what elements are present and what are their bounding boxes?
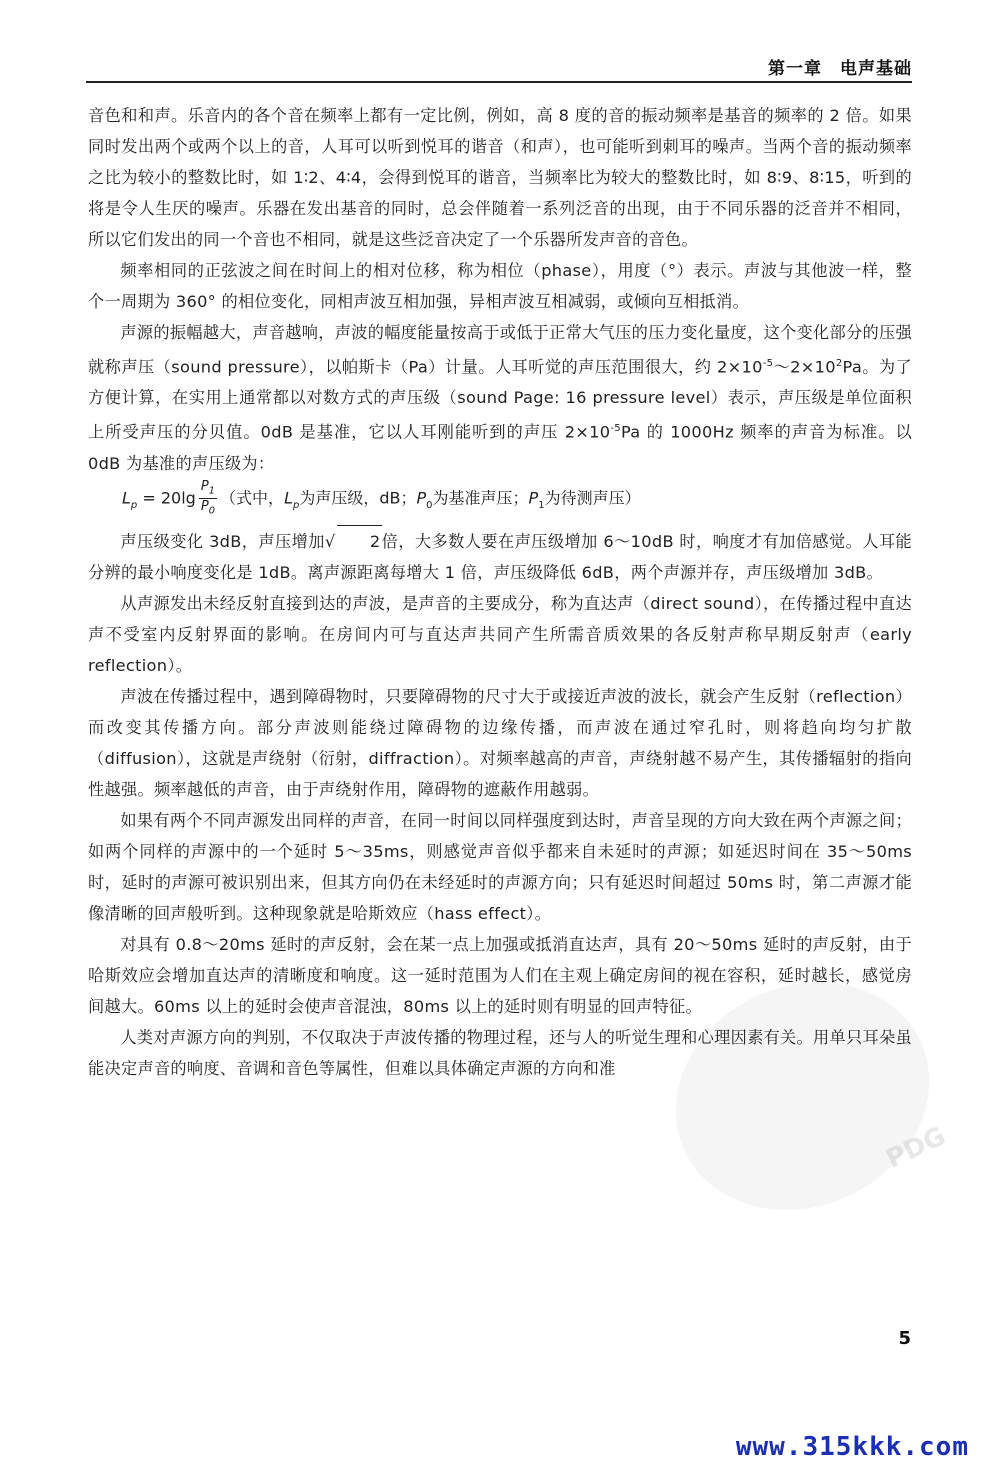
formula-numerator: $P_1$ <box>199 479 217 500</box>
formula-eq: = 20lg <box>137 488 196 508</box>
paragraph-3-text-d: Pa 的 1000Hz 频率的声音为标准。以 0dB 为基准的声压级为： <box>88 422 912 473</box>
formula-note-p1-sub: 1 <box>538 499 545 511</box>
paragraph-3-text-a: 声源的振幅越大，声音越响，声波的幅度能量按高于或低于正常大气压的压力变化量度，这个变化部分的压强就称声压（sound pressure），以帕斯卡（Pa）计量。人耳听觉的声压范围很大，约 2×10 <box>88 323 912 377</box>
exponent: 2 <box>835 358 843 369</box>
paragraph-9: 对具有 0.8～20ms 延时的声反射，会在某一点上加强或抵消直达声，具有 20～50ms 延时的声反射，由于哈斯效应会增加直达声的清晰度和响度。这一延时范围为人们在主观上确定房间的视在容积，延时越长，感觉房间越大。60ms 以上的延时会使声音混浊，80ms 以上的延时则有明显的回声特征。 <box>88 934 912 1016</box>
page-header <box>86 50 912 80</box>
body-text <box>88 100 912 1084</box>
formula-note-p1: P <box>528 488 539 508</box>
paragraph-10: 人类对声源方向的判别，不仅取决于声波传播的物理过程，还与人的听觉生理和心理因素有关。用单只耳朵虽能决定声音的响度、音调和音色等属性，但难以具体确定声源的方向和准 <box>88 1027 912 1078</box>
chapter-title: 第一章 电声基础 <box>768 59 912 79</box>
formula-note-d: 为待测声压） <box>544 488 641 508</box>
paragraph-3-text-b: ～2×10 <box>773 357 836 377</box>
watermark-text: PDG <box>881 1121 951 1175</box>
formula-note-b: 为声压级，dB； <box>299 488 417 508</box>
paragraph-5: 声压级变化 3dB，声压增加√ 2倍，大多数人要在声压级增加 6～10dB 时，响度才有加倍感觉。人耳能分辨的最小响度变化是 1dB。离声源距离每增大 1 倍，声压级降低 6dB，两个声源并存，声压级增加 3dB。 <box>88 525 912 588</box>
paragraph-8: 如果有两个不同声源发出同样的声音，在同一时间以同样强度到达时，声音呈现的方向大致在两个声源之间；如两个同样的声源中的一个延时 5～35ms，则感觉声音似乎都来自未延时的声源；如延迟时间在 35～50ms 时，延时的声源可被识别出来，但其方向仍在未经延时的声源方向；只有延迟时间超过 50ms 时，第二声源才能像清晰的回声般听到。这种现象就是哈斯效应（hass effect）。 <box>88 810 912 923</box>
header-rule <box>86 81 912 83</box>
paragraph-6: 从声源发出未经反射直接到达的声波，是声音的主要成分，称为直达声（direct sound），在传播过程中直达声不受室内反射界面的影响。在房间内可与直达声共同产生所需音质效果的各反射声称早期反射声（early reflection）。 <box>88 593 912 675</box>
formula-note-c: 为基准声压； <box>432 488 529 508</box>
paragraph-1: 音色和和声。乐音内的各个音在频率上都有一定比例，例如，高 8 度的音的振动频率是基音的频率的 2 倍。如果同时发出两个或两个以上的音，人耳可以听到悦耳的谐音（和声），也可能听到刺耳的噪声。当两个音的振动频率之比为较小的整数比时，如 1∶2、4∶4，会得到悦耳的谐音，当频率比为较大的整数比时，如 8∶9、8∶15，听到的将是令人生厌的噪声。乐器在发出基音的同时，总会伴随着一系列泛音的出现，由于不同乐器的泛音并不相同，所以它们发出的同一个音也不相同，就是这些泛音决定了一个乐器所发声音的音色。 <box>88 106 912 249</box>
formula-note-p0-sub: 0 <box>426 499 433 511</box>
formula-fraction <box>199 479 217 519</box>
formula-lhs-sub: p <box>130 499 138 511</box>
formula-note-lp-sub: p <box>292 499 300 511</box>
paragraph-7: 声波在传播过程中，遇到障碍物时，只要障碍物的尺寸大于或接近声波的波长，就会产生反射（reflection）而改变其传播方向。部分声波则能绕过障碍物的边缘传播，而声波在通过窄孔时，则将趋向均匀扩散（diffusion），这就是声绕射（衍射，diffraction）。对频率越高的声音，声绕射越不易产生，其传播辐射的指向性越强。频率越低的声音，由于声绕射作用，障碍物的遮蔽作用越弱。 <box>88 686 912 799</box>
sound-pressure-level-formula <box>88 479 912 525</box>
paragraph-2: 频率相同的正弦波之间在时间上的相对位移，称为相位（phase），用度（°）表示。声波与其他波一样，整个一周期为 360° 的相位变化，同相声波互相加强，异相声波互相减弱，或倾向互相抵消。 <box>88 261 912 311</box>
formula-note-a: （式中， <box>220 488 285 508</box>
sqrt-radicand: 2 <box>337 525 382 557</box>
paragraph-3 <box>88 317 912 479</box>
formula-denominator: $P_0$ <box>200 499 216 517</box>
formula-note-lp: L <box>284 488 293 508</box>
paragraph-5-text-b: 倍，大多数人要在声压级增加 6～10dB 时，响度才有加倍感觉。人耳能分辨的最小响度变化是 1dB。离声源距离每增大 1 倍，声压级降低 6dB，两个声源并存，声压级增加 3dB。 <box>88 531 912 582</box>
paragraph-5-text-a: 声压级变化 3dB，声压增加 <box>120 531 325 551</box>
exponent: -5 <box>762 358 774 369</box>
site-url-watermark: www.315kkk.com <box>735 1432 969 1462</box>
formula-lhs: L <box>122 488 131 508</box>
formula-note-p0: P <box>416 488 427 508</box>
paragraph-3-text-c: Pa。为了方便计算，在实用上通常都以对数方式的声压级（sound Page: 16 pressure level）表示，声压级是单位面积上所受声压的分贝值。0dB 是基准，它以人耳刚能听到的声压 2×10 <box>88 357 913 442</box>
page-number: 5 <box>898 1328 911 1349</box>
exponent: -5 <box>610 423 621 435</box>
